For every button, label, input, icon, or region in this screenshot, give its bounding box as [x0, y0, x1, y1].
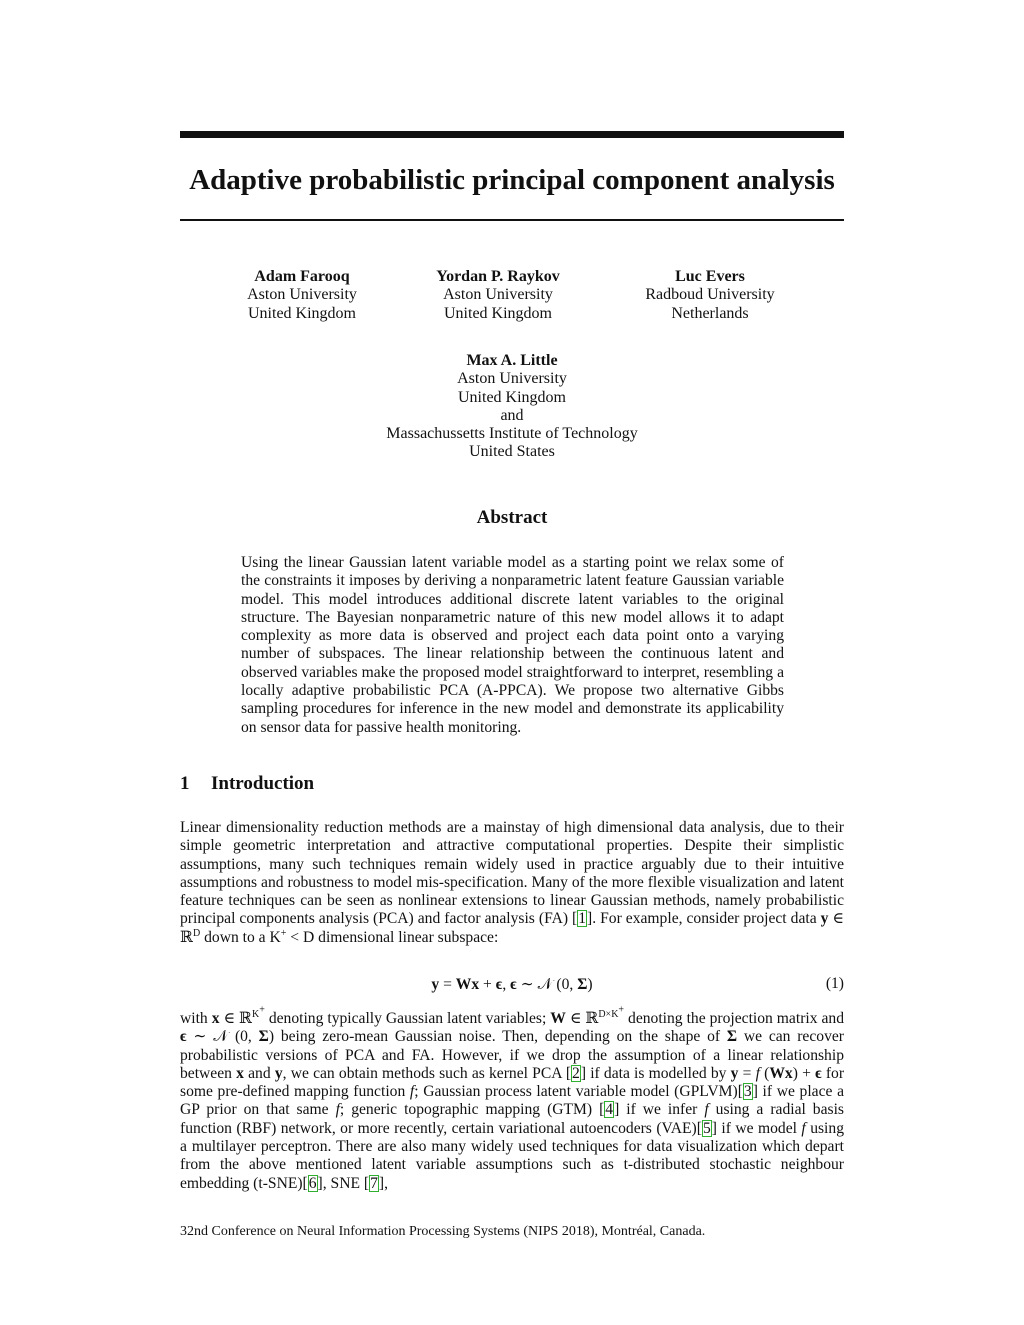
- section-title: Introduction: [211, 773, 315, 794]
- paragraph-text: we can recover probabilistic versions of PCA and FA. However, if we drop the assumption of a linear relationship between: [180, 1028, 844, 1082]
- author-affiliation: Radboud University: [645, 286, 775, 304]
- author-country: United Kingdom: [248, 304, 356, 322]
- author-conjunction: and: [500, 406, 524, 424]
- paragraph-text: ; Gaussian process latent variable model (GPLVM)[: [414, 1083, 743, 1101]
- paragraph-text: ] if we model: [711, 1119, 802, 1137]
- section-number: 1: [180, 773, 190, 794]
- paragraph-text: ] if data is modelled by: [580, 1064, 731, 1082]
- author-name: Luc Evers: [675, 268, 745, 285]
- paragraph-text: for some pre-defined mapping function: [180, 1064, 845, 1101]
- paragraph-text: Linear dimensionality reduction methods are a mainstay of high dimensional data analysis, due to their simple geometric interpretation and attractive computational properties. Despite their simplistic assumptions, many such techniques remain widely used in practice arguably due to their intuitive assumptions and robustness to model mis-specification. Many of the more flexible visualization and latent feature techniques can be seen as nonlinear extensions to linear Gaussian methods, namely probabilistic principal components analysis (PCA) and factor analysis (FA) [: [180, 819, 844, 928]
- paper-title: Adaptive probabilistic principal component analysis: [189, 164, 835, 196]
- paragraph-text: , we can obtain methods such as kernel PCA [: [282, 1064, 572, 1082]
- paragraph-text: denoting typically Gaussian latent variables;: [264, 1010, 551, 1027]
- citation-link[interactable]: 5: [702, 1119, 711, 1137]
- abstract-text: Using the linear Gaussian latent variable model as a starting point we relax some of the constraints it imposes by deriving a nonparametric latent feature Gaussian variable model. This model introduces additional discrete latent variables to the original structure. The Bayesian nonparametric nature of this new model allows it to adapt complexity as more data is observed and project each data point onto a varying number of subspaces. The linear relationship between the continuous latent and observed variables make the proposed model straightforward to interpret, resembling a locally adaptive probabilistic PCA (A-PPCA). We propose two alternative Gibbs sampling procedures for inference in the new model and demonstrate its applicability on sensor data for passive health monitoring.: [241, 554, 784, 736]
- equation-1: [180, 975, 844, 997]
- paragraph-text: using a radial basis function (RBF) network, or more recently, certain variational autoencoders (VAE)[: [180, 1101, 844, 1137]
- author-country: Netherlands: [671, 304, 749, 322]
- section-heading: [180, 773, 314, 795]
- author-block: [312, 352, 712, 462]
- title-bottom-rule: [180, 219, 844, 221]
- title-top-rule: [180, 131, 844, 138]
- citation-link[interactable]: 1: [578, 910, 587, 928]
- citation-link[interactable]: 3: [743, 1083, 752, 1101]
- citation-link[interactable]: 6: [308, 1174, 317, 1192]
- paragraph-text: and: [243, 1064, 275, 1082]
- paragraph-text: ] if we place a GP prior on that same: [180, 1083, 845, 1119]
- citation-link[interactable]: 7: [370, 1174, 378, 1192]
- author-block: [580, 268, 840, 323]
- author-country: United Kingdom: [458, 388, 566, 406]
- author-name: Adam Farooq: [254, 268, 350, 285]
- citation-link[interactable]: 2: [572, 1064, 580, 1082]
- author-name: Yordan P. Raykov: [436, 268, 560, 285]
- paragraph-text: denoting the projection matrix and: [624, 1010, 845, 1027]
- author-affiliation: Aston University: [457, 370, 567, 388]
- paragraph-text: ], SNE [: [317, 1174, 370, 1192]
- paragraph-text: ] if we infer: [614, 1101, 705, 1119]
- paragraph-text: ],: [378, 1174, 388, 1192]
- author-affiliation: Massachussetts Institute of Technology: [386, 425, 638, 443]
- equation-number: (1): [825, 975, 844, 992]
- intro-paragraph-1: Linear dimensionality reduction methods are a mainstay of high dimensional data analysis, due to their simple geometric interpretation and attractive computational properties. Despite their simplistic assumptions, many such techniques remain widely used in practice arguably due to their intuitive assumptions and robustness to model mis-specification. Many of the more flexible visualization and latent feature techniques can be seen as nonlinear extensions to linear Gaussian methods, namely probabilistic principal components analysis (PCA) and factor analysis (FA) [1]. For example, consider project data y ∈ ℝ$^D$ down to a K+ < D dimensional linear subspace:: [180, 819, 844, 946]
- paragraph-text: dimensional linear subspace:: [314, 928, 499, 946]
- author-affiliation: Aston University: [443, 286, 553, 304]
- paragraph-text: down to a: [200, 928, 270, 946]
- author-country: United Kingdom: [444, 304, 552, 322]
- intro-paragraph-2: with x ∈ ℝ$^{K^+}$ denoting typically Gaussian latent variables; W ∈ ℝ$^{D\times K^+}$ denoting the projection matrix and ϵ ∼ 𝒩 (0, Σ) being zero-mean Gaussian noise. Then, depending on the shape of Σ we can recover probabilistic versions of PCA and FA. However, if we drop the assumption of a linear relationship between x and y, we can obtain methods such as kernel PCA [2] if data is modelled by y = f (Wx) + ϵ for some pre-defined mapping function f; Gaussian process latent variable model (GPLVM)[3] if we place a GP prior on that same f; generic topographic mapping (GTM) [4] if we infer f using a radial basis function (RBF) network, or more recently, certain variational autoencoders (VAE)[5] if we model f using a multilayer perceptron. There are also many widely used techniques for data visualization which depart from the above mentioned latent variable assumptions such as t-distributed stochastic neighbour embedding (t-SNE)[6], SNE [7],: [180, 1004, 845, 1192]
- author-affiliation: Aston University: [247, 286, 357, 304]
- paragraph-text: with: [180, 1010, 212, 1027]
- paragraph-text: being zero-mean Gaussian noise. Then, depending on the shape of: [274, 1028, 727, 1046]
- citation-link[interactable]: 4: [605, 1101, 614, 1119]
- equation-body: y = Wx + ϵ, ϵ ∼ 𝒩 (0, Σ): [431, 976, 593, 993]
- paragraph-text: ; generic topographic mapping (GTM) [: [339, 1101, 605, 1119]
- abstract-heading: Abstract: [476, 507, 548, 528]
- paragraph-text: ]. For example, consider project data: [587, 910, 821, 928]
- conference-footer: 32nd Conference on Neural Information Processing Systems (NIPS 2018), Montréal, Canada.: [180, 1224, 706, 1239]
- author-name: Max A. Little: [466, 352, 558, 369]
- paragraph-text: using a multilayer perceptron. There are also many widely used techniques for data visualization which depart from the above mentioned latent variable assumptions such as t-distributed stochastic neighbour embedding (t-SNE)[: [180, 1119, 844, 1192]
- author-country: United States: [469, 443, 555, 461]
